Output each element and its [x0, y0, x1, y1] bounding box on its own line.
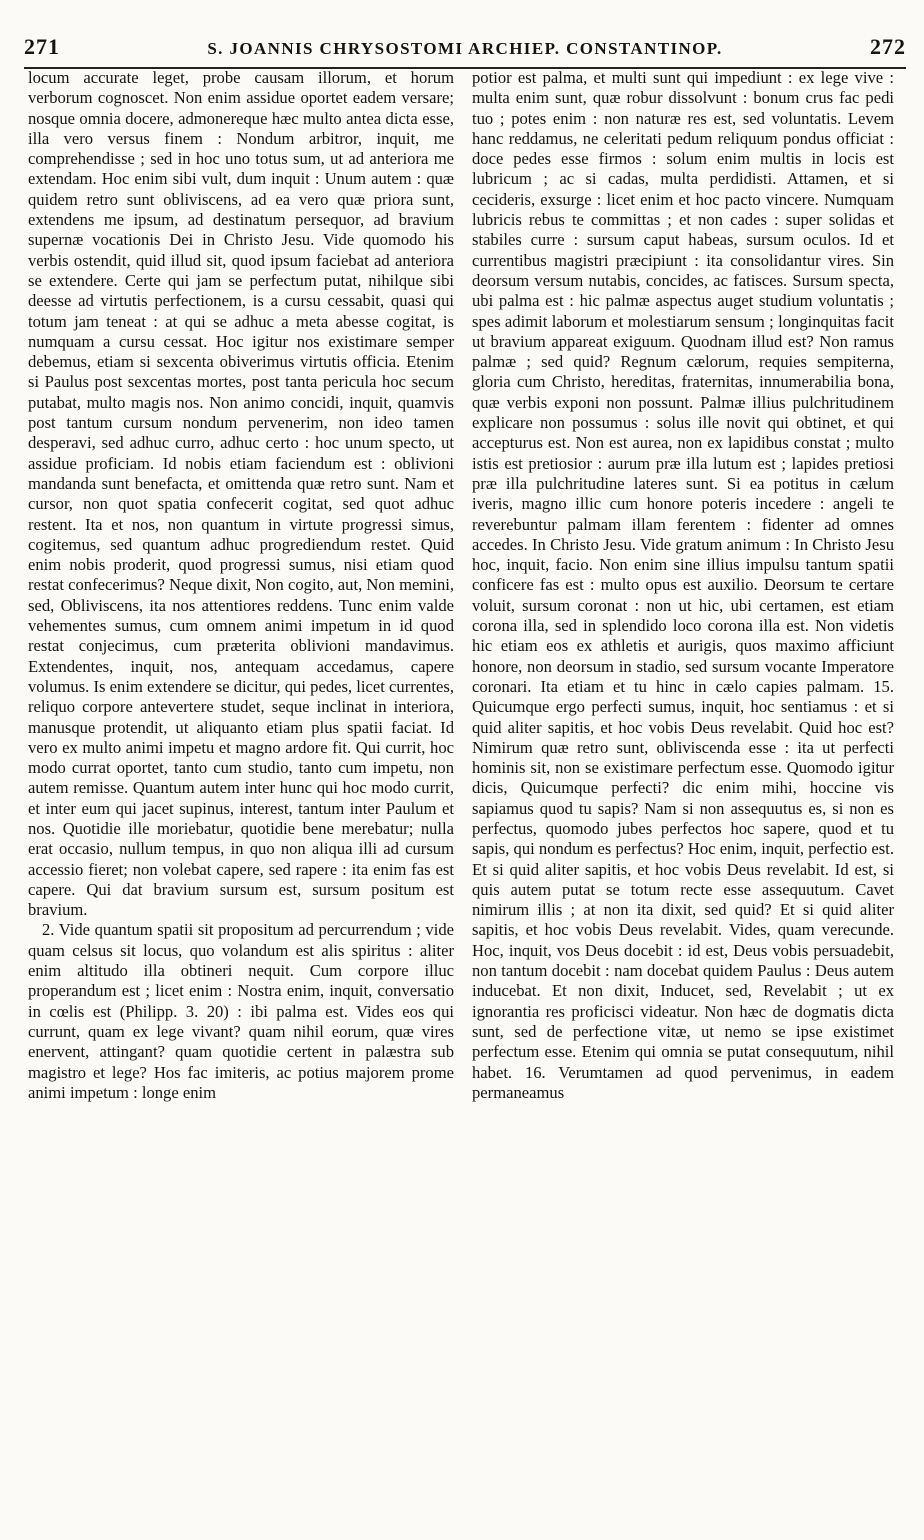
page-number-left: 271 — [24, 34, 60, 59]
left-paragraph-2: 2. Vide quantum spatii sit propositum ad percurrendum ; vide quam celsus sit locus, quo volandum est alis spiritus : aliter enim altitudo illa obtineri nequit. Cum corpore illuc properandum est ; licet enim : Nostra enim, inquit, conversatio in cœlis est (Philipp. 3. 20) : ibi palma est. Vides eos qui currunt, quam ex lege vivant? quam nihil eorum, quæ vires enervent, attingant? quam quotidie certent in palæstra sub magistro et lege? Hos fac imiteris, ac potius majorem prome animi impetum : longe enim — [28, 920, 454, 1102]
left-paragraph-1: locum accurate leget, probe causam illorum, et horum verborum cognoscet. Non enim assidue oportet eadem versare; nosque omnia docere, admonereque hæc multo antea dicta esse, illa vero versus finem : Nondum arbitror, inquit, me comprehendisse ; sed in hoc uno totus sum, ut ad anteriora me extendam. Hoc enim sibi vult, dum inquit : Unum autem : quæ quidem retro sunt obliviscens, ad ea vero quæ priora sunt, extendens me ipsum, ad destinatum persequor, ad bravium supernæ vocationis Dei in Christo Jesu. Vide quomodo his verbis ostendit, quid illud sit, quod ipsum faciebat ad anteriora se extendere. Certe qui jam se perfectum putat, nihilque sibi deesse ad virtutis perfectionem, is a cursu cessabit, quasi qui totum jam teneat : at qui se adhuc a meta abesse cogitat, is numquam a cursu cessat. Hoc igitur nos existimare semper debemus, etiam si sexcenta obiverimus virtutis officia. Etenim si Paulus post sexcentas mortes, post tanta pericula hoc secum putabat, multo magis nos. Non animo concidi, inquit, quamvis post tantum cursum nondum pervenerim, non ideo tamen desperavi, sed adhuc curro, adhuc certo : hoc unum specto, ut assidue proficiam. Id nobis etiam faciendum est : oblivioni mandanda sunt benefacta, et omittenda quæ retro sunt. Nam et cursor, non quot spatia confecerit cogitat, sed quot adhuc restent. Ita et nos, non quantum in virtute progressi simus, cogitemus, sed quantum adhuc progrediendum restet. Quid enim nobis proderit, quod progressi sumus, nisi etiam quod restat confecerimus? Neque dixit, Non cogito, aut, Non memini, sed, Obliviscens, ita nos attentiores reddens. Tunc enim valde vehementes sumus, cum omnem animi impetum in id quod restat conjecimus, cum præterita oblivioni mandavimus. Extendentes, inquit, nos, antequam accedamus, capere volumus. Is enim extendere se dicitur, qui pedes, licet currentes, reliquo corpore antevertere studet, seque inclinat in interiora, manusque protendit, ut aliquanto etiam plus spatii faciat. Id vero ex multo animi impetu et magno ardore fit. Qui currit, hoc modo currat oportet, tanto cum studio, tanto cum impetu, non autem remisse. Quantum autem inter hunc qui hoc modo currit, et inter eum qui jacet supinus, interest, tantum inter Paulum et nos. Quotidie ille moriebatur, quotidie bene merebatur; nulla erat occasio, nullum tempus, in quo non aliqua illi ad cursum accessio fieret; non volebat capere, sed rapere : ita enim fas est capere. Qui dat bravium sursum est, sursum positum est bravium. — [28, 68, 454, 920]
right-column — [472, 68, 894, 1520]
page-number-right: 272 — [870, 34, 906, 59]
running-title: S. JOANNIS CHRYSOSTOMI ARCHIEP. CONSTANTINOP. — [207, 39, 723, 58]
right-paragraph-1: potior est palma, et multi sunt qui impediunt : ex lege vive : multa enim sunt, quæ robur dissolvunt : bonum crus fac pedi tuo ; potes enim : non naturæ res est, sed voluntatis. Levem hanc reddamus, ne celeritati pedum reliquum pondus officiat : doce pedes esse firmos : solum enim multis in locis est lubricum ; ac si cadas, multa perdidisti. Attamen, et si cecideris, exsurge : licet enim et hoc pacto vincere. Numquam lubricis rebus te committas ; et non cades : super solidas et stabiles curre : sursum caput habeas, sursum oculos. Id et currentibus magistri præcipiunt : ita consolidantur vires. Sin deorsum versum nutabis, concides, ac fatisces. Sursum specta, ubi palma est : hic palmæ aspectus auget studium voluntatis ; spes adimit laborum et molestiarum sensum ; longinquitas facit ut bravium appareat exiguum. Quodnam illud est? Non ramus palmæ ; sed quid? Regnum cælorum, requies sempiterna, gloria cum Christo, hereditas, fraternitas, innumerabilia bona, quæ verbis exponi non possunt. Palmæ illius pulchritudinem explicare non possumus : solus ille novit qui obtinet, et qui accepturus est. Non est aurea, non ex lapidibus constat ; multo istis est pretiosior : aurum præ illa lutum est ; lapides pretiosi præ illa pulchritudine lateres sunt. Si ea potitus in cælum iveris, magno illic cum honore poteris incedere : angeli te reverebuntur palmam illam ferentem : fidenter ad omnes accedes. In Christo Jesu. Vide gratum animum : In Christo Jesu hoc, inquit, facio. Non enim sine illius impulsu tantum spatii conficere fas est : multo opus est auxilio. Deorsum te certare voluit, sursum coronat : non ut hic, ubi certamen, est etiam corona illa, sed in splendido loco corona illa est. Non videtis hic etiam eos ex athletis et aurigis, quos maximo afficiunt honore, non deorsum in stadio, sed sursum vocante Imperatore coronari. Ita etiam et tu hinc in cælo capies palmam. 15. Quicumque ergo perfecti sumus, inquit, hoc sentiamus : et si quid aliter sapitis, et hoc vobis Deus revelabit. Quid hoc est? Nimirum quæ retro sunt, obliviscenda esse : ita ut perfecti hominis sit, non se existimare perfectum esse. Quomodo igitur dicis, Quicumque perfecti? dic enim mihi, hoccine vis sapiamus quod tu sapis? Nam si non assequutus es, si non es perfectus, quomodo jubes perfectos hoc sapere, quod et tu sapis, qui nondum es perfectus? Hoc enim, inquit, perfectio est. Et si quid aliter sapitis, et hoc vobis Deus revelabit. Id est, si quis autem putat se totum recte esse assequutum. Cavet nimirum illis ; at non ita dixit, sed quid? Et si quid aliter sapitis, et hoc vobis Deus revelabit. Vides, quam verecunde. Hoc, inquit, vos Deus docebit : id est, Deus vobis persuadebit, non tantum docebit : nam docebat quidem Paulus : Deus autem inducebat. Et non dixit, Inducet, sed, Revelabit ; ut ex ignorantia res proficisci videatur. Non hæc de dogmatis dicta sunt, sed de perfectione vitæ, ut nemo se ipse existimet perfectum esse. Etenim qui omnia se putat consequutum, nihil habet. 16. Verumtamen ad quod pervenimus, in eadem permaneamus — [472, 68, 894, 1102]
left-column — [28, 68, 454, 1520]
page-header — [24, 34, 906, 69]
